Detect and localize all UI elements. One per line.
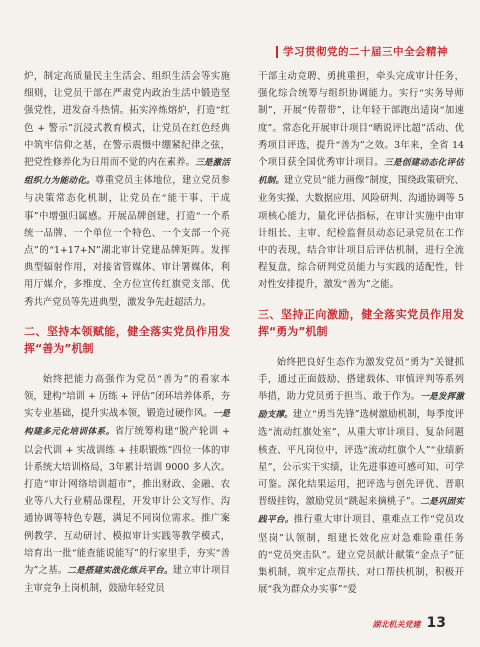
highlight-text: 一是发挥激励支撑。 [258, 392, 464, 421]
text-run: 尊重党员主体地位，建立党员参与决策常态化机制，让党员在“能干事、干成事”中增强归属感。开展品牌创建，打造“一个系统一品牌、一个单位一个特色、一个支部一个亮点”的“1+17+N”湖北审计党建品牌矩阵。发挥典型辐射作用，对接省管媒体、审计署媒体，利用厅媒介，多维度、全方位宣传红旗党支部、优秀共产党员等先进典型，激发争先赶超活力。 [24, 175, 230, 308]
highlight-text: 三是创建动态化评估机制。 [258, 158, 464, 187]
paragraph [24, 371, 230, 598]
section-heading: 三、坚持正向激励，健全落实党员作用发挥“勇为”机制 [258, 307, 464, 338]
text-run: 始终把能力高强作为党员“善为”的看家本领，建构“培训 + 历练 + 评估”闭环培养体系，夯实专业基础，提升实战本领，锻造过硬作风。 [24, 373, 230, 420]
right-column [258, 68, 464, 598]
text-run: 省厅统筹构建“脱产轮训 + 以会代训 + 实战训练 + 挂职锻炼”四位一体的审计系统大培训格局，3年累计培训 9000 多人次。打造“审计网络培训超市”，推出财政、金融、农业等八大行业精品课程，开发审计公文写作、沟通协调等特色专题，满足不同岗位需求。推广案例教学、互动研讨、模拟审计实践等教学模式，培育出一批“能查能说能写”的行家里手，夯实“善为”之基。 [24, 426, 230, 577]
highlight-text: 二是巩固实践平台。 [258, 497, 464, 526]
text-run: 始终把良好生态作为激发党员“勇为”关键抓手，通过正面鼓励、搭建载体、审慎评判等系列举措，助力党员勇于担当、敢于作为。 [258, 356, 464, 403]
text-run: 建立“勇当先锋”选树激励机制，每季度评选“流动红旗处室”，从重大审计项目、复杂问题核查、平凡岗位中，评选“流动红旗个人”“业绩新星”，公示实干实绩，让先进事迹可感可知、可学可鉴。深化结果运用，把评选与创先评优、晋职晋级挂钩，激励党员“跳起来摘桃子”。 [258, 409, 464, 508]
highlight-text: 三是激活组织力为能动化。 [24, 158, 230, 187]
text-run: 建立审计项目主审竞争上岗机制，鼓励年轻党员 [24, 565, 230, 595]
text-run: 炉，制定高质量民主生活会、组织生活会等实施细则，让党员干部在严肃党内政治生活中锻造坚强党性，进发奋斗热情。拓实淬炼熔炉，打造“红色 + 警示”沉浸式教育模式，让党员在红色经典中筑牢信仰之基，在警示震慑中绷紧纪律之弦，把党性修养化为日用而不觉的内在素养。 [24, 71, 230, 169]
text-run: 建立党员“能力画像”制度，围绕政策研究、业务实操、大数据应用、风险研判、沟通协调等 5 项核心能力，量化评估指标，在审计实施中由审计组长、主审、纪检监督员动态记录党员在工作中的表现，结合审计项目后评估机制，进行全流程复盘，综合研判党员能力与实践的适配性，针对性安排提升，激发“善为”之能。 [258, 175, 464, 291]
section-header [276, 44, 448, 59]
paragraph [258, 354, 464, 599]
section-title: 学习贯彻党的二十届三中全会精神 [283, 46, 448, 58]
section-heading: 二、坚持本领赋能，健全落实党员作用发挥“善为”机制 [24, 324, 230, 355]
header-bar [276, 46, 278, 58]
paragraph [24, 68, 230, 311]
left-column [24, 68, 230, 597]
highlight-text: 二是搭建实战化练兵平台。 [67, 566, 173, 577]
paragraph [258, 68, 464, 294]
text-run: 干部主动竞聘、勇挑重担，牵头完成审计任务，强化综合统筹与组织协调能力。实行“实务导师制”，开展“传帮带”，让年轻干部跑出适岗“加速度”。常态化开展审计项目“晒说评比超”活动、优秀项目评选，提升“善为”之效。3年来，全省 14 个项目获全国优秀审计项目。 [258, 71, 464, 169]
page-footer [373, 615, 446, 631]
magazine-logo: 湖北机关党建 [372, 620, 421, 629]
highlight-text: 一是构建多元化培训体系。 [24, 409, 230, 438]
page-number: 13 [426, 615, 446, 631]
text-run: 推行重大审计项目、重难点工作“党员攻坚岗”认领制，组建长效化应对急难险重任务的“党员突击队”。建立党员献计献策“金点子”征集机制，筑牢定点帮扶、对口帮扶机制，积极开展“我为群众办实事”“爱 [258, 514, 464, 596]
